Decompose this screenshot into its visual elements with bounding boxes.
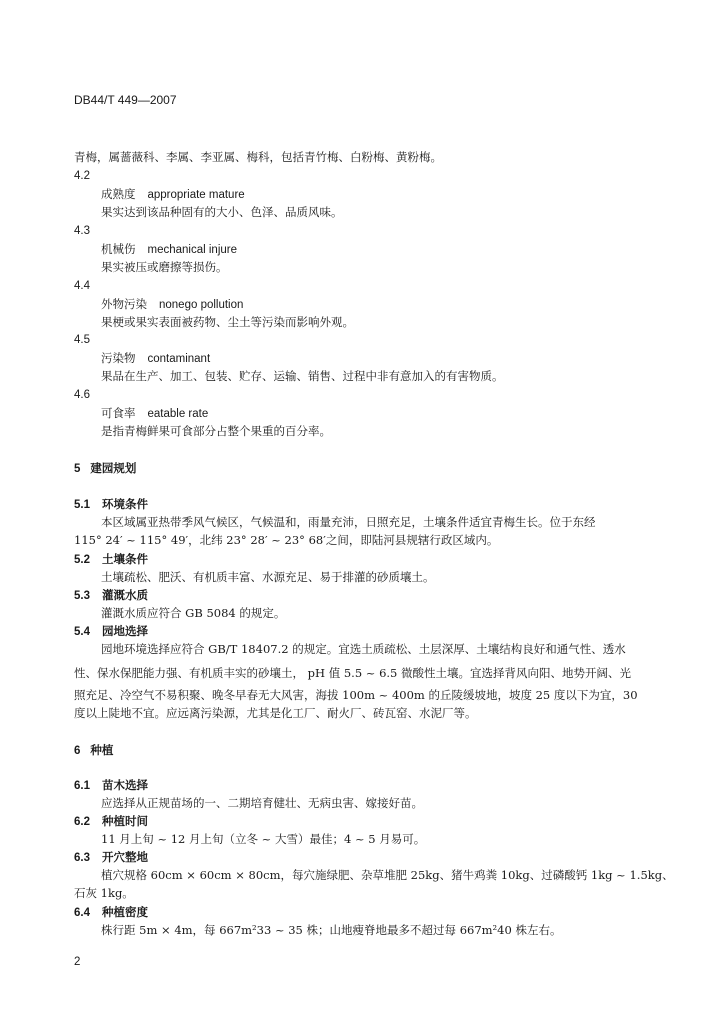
term-en: appropriate mature xyxy=(147,189,245,201)
subsection-number: 6.2 xyxy=(74,816,90,828)
section-title: 建园规划 xyxy=(90,461,137,475)
subsection-number: 5.1 xyxy=(74,499,90,511)
clause-number: 4.4 xyxy=(74,280,90,292)
intro-line: 青梅，属蔷薇科、李属、李亚属、梅科，包括青竹梅、白粉梅、黄粉梅。 xyxy=(74,150,442,164)
paragraph-line: 园地环境选择应符合 GB/T 18407.2 的规定。宜选土质疏松、土层深厚、土壤结构良好和通气性、透水 xyxy=(101,642,626,656)
term-definition: 果品在生产、加工、包装、贮存、运输、销售、过程中非有意加入的有害物质。 xyxy=(101,369,504,383)
subsection-heading xyxy=(74,778,148,793)
subsection-heading xyxy=(74,624,148,639)
subsection-title: 土壤条件 xyxy=(102,552,148,566)
paragraph-line: 照充足、冷空气不易积聚、晚冬早春无大风害，海拔 100m ~ 400m 的丘陵缓坡地，坡度 25 度以下为宜，30 xyxy=(74,688,638,702)
term-heading xyxy=(101,351,210,366)
term-en: nonego pollution xyxy=(159,299,244,311)
term-zh: 污染物 xyxy=(101,351,136,365)
term-zh: 机械伤 xyxy=(101,242,136,256)
paragraph-line: 石灰 1kg。 xyxy=(74,886,134,900)
term-en: contaminant xyxy=(147,353,211,365)
subsection-title: 环境条件 xyxy=(102,497,148,511)
section-heading xyxy=(74,743,113,758)
clause-number: 4.3 xyxy=(74,225,90,237)
subsection-number: 6.1 xyxy=(74,780,90,792)
term-heading xyxy=(101,242,237,257)
term-definition: 是指青梅鲜果可食部分占整个果重的百分率。 xyxy=(101,424,331,438)
paragraph-line: 度以上陡地不宜。应远离污染源，尤其是化工厂、耐火厂、砖瓦窑、水泥厂等。 xyxy=(74,706,477,720)
clause-number: 4.6 xyxy=(74,389,90,401)
subsection-heading xyxy=(74,850,148,865)
term-heading xyxy=(101,297,243,312)
section-number: 6 xyxy=(74,745,81,757)
subsection-title: 种植密度 xyxy=(102,905,148,919)
paragraph-line: 性、保水保肥能力强、有机质丰实的砂壤土， pH 值 5.5 ~ 6.5 微酸性土壤。宜选择背风向阳、地势开阔、光 xyxy=(74,666,632,680)
subsection-heading xyxy=(74,588,148,603)
document-code: DB44/T 449—2007 xyxy=(74,93,177,107)
page-number: 2 xyxy=(74,956,81,968)
paragraph-line: 土壤疏松、肥沃、有机质丰富、水源充足、易于排灌的砂质壤土。 xyxy=(101,570,435,584)
paragraph-line: 115° 24′ ~ 115° 49′，北纬 23° 28′ ~ 23° 68′之间，即陆河县规辖行政区域内。 xyxy=(74,533,499,547)
term-en: mechanical injure xyxy=(147,244,237,256)
section-number: 5 xyxy=(74,463,81,475)
paragraph-line: 植穴规格 60cm × 60cm × 80cm，每穴施绿肥、杂草堆肥 25kg、猪牛鸡粪 10kg、过磷酸钙 1kg ~ 1.5kg、 xyxy=(101,868,674,882)
term-definition: 果梗或果实表面被药物、尘土等污染而影响外观。 xyxy=(101,315,354,329)
paragraph-line: 本区域属亚热带季风气候区，气候温和，雨量充沛，日照充足，土壤条件适宜青梅生长。位于东经 xyxy=(101,515,596,529)
paragraph-line: 应选择从正规苗场的一、二期培育健壮、无病虫害、嫁接好苗。 xyxy=(101,796,423,810)
subsection-heading xyxy=(74,552,148,567)
paragraph-line: 11 月上旬 ~ 12 月上旬（立冬 ~ 大雪）最佳；4 ~ 5 月易可。 xyxy=(101,832,426,846)
subsection-number: 5.2 xyxy=(74,554,90,566)
term-zh: 外物污染 xyxy=(101,297,147,311)
subsection-heading xyxy=(74,497,148,512)
subsection-title: 开穴整地 xyxy=(102,850,148,864)
term-en: eatable rate xyxy=(147,408,209,420)
term-heading xyxy=(101,187,245,202)
subsection-number: 6.3 xyxy=(74,852,90,864)
term-zh: 可食率 xyxy=(101,406,136,420)
subsection-number: 5.4 xyxy=(74,626,90,638)
subsection-title: 园地选择 xyxy=(102,624,148,638)
subsection-title: 种植时间 xyxy=(102,814,148,828)
subsection-number: 6.4 xyxy=(74,907,90,919)
subsection-heading xyxy=(74,905,148,920)
paragraph-line: 株行距 5m × 4m，每 667m²33 ~ 35 株；山地瘦脊地最多不超过每 667m²40 株左右。 xyxy=(101,923,562,937)
term-definition: 果实被压或磨擦等损伤。 xyxy=(101,260,228,274)
paragraph-line: 灌溉水质应符合 GB 5084 的规定。 xyxy=(101,606,286,620)
subsection-number: 5.3 xyxy=(74,590,90,602)
term-definition: 果实达到该品种固有的大小、色泽、品质风味。 xyxy=(101,205,343,219)
section-title: 种植 xyxy=(90,743,114,757)
subsection-title: 灌溉水质 xyxy=(102,588,148,602)
term-heading xyxy=(101,406,208,421)
subsection-title: 苗木选择 xyxy=(102,778,148,792)
clause-number: 4.2 xyxy=(74,170,90,182)
section-heading xyxy=(74,461,136,476)
term-zh: 成熟度 xyxy=(101,187,136,201)
subsection-heading xyxy=(74,814,148,829)
clause-number: 4.5 xyxy=(74,334,90,346)
